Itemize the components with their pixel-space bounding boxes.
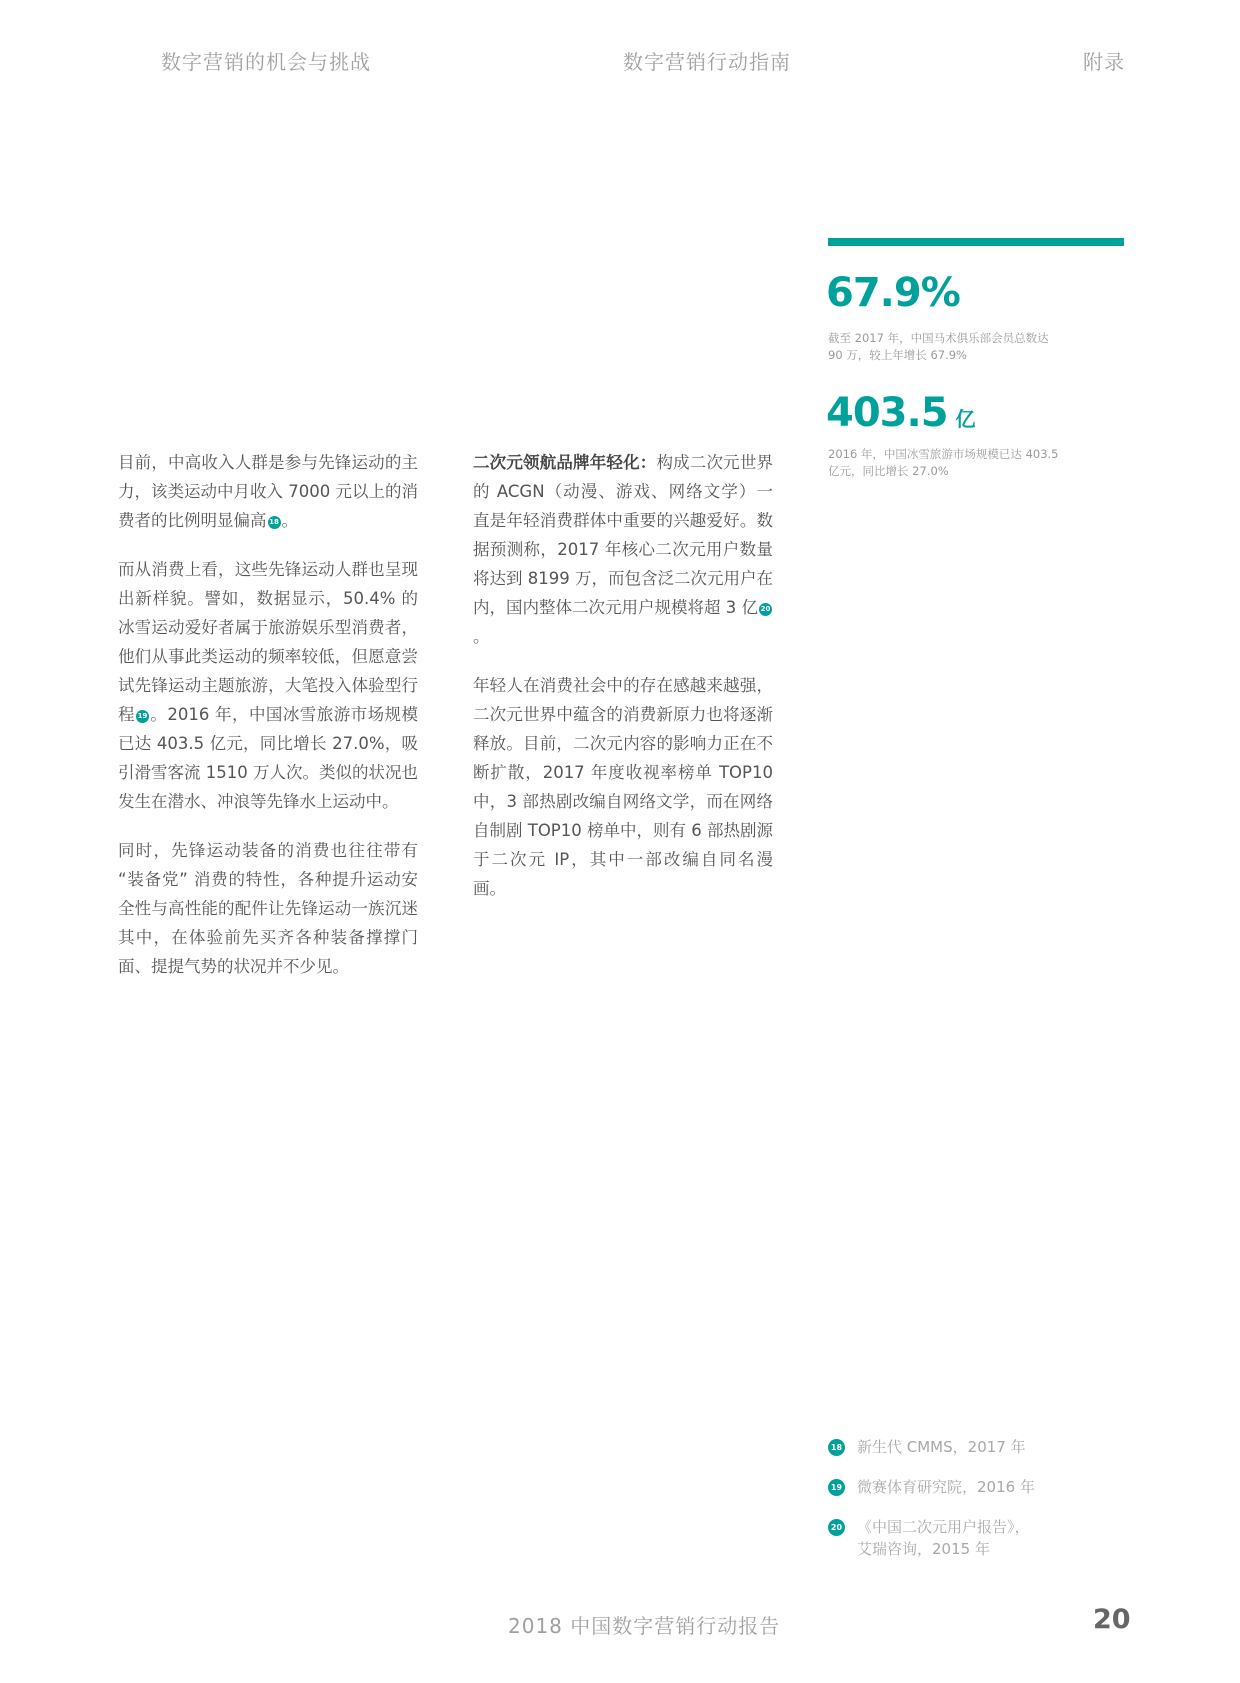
source-text: 微赛体育研究院，2016 年	[857, 1478, 1035, 1496]
stat-desc-line: 90 万，较上年增长 67.9%	[828, 348, 967, 362]
source-item	[828, 1436, 1128, 1458]
stat-desc-line: 亿元，同比增长 27.0%	[828, 464, 949, 478]
nav-section-action-guide[interactable]: 数字营销行动指南	[623, 50, 791, 74]
footnote-number-icon: 18	[828, 1439, 845, 1456]
source-text: 《中国二次元用户报告》，	[857, 1518, 1030, 1536]
paragraph-text: 而从消费上看，这些先锋运动人群也呈现出新样貌。譬如，数据显示，50.4% 的冰雪运动爱好者属于旅游娱乐型消费者，他们从事此类运动的频率较低，但愿意尝试先锋运动主题旅游，大笔投入体验型行程	[118, 560, 418, 724]
stat-value-horse-club	[826, 270, 960, 316]
body-column-middle	[473, 448, 773, 923]
page-number: 20	[1093, 1604, 1131, 1635]
paragraph: 年轻人在消费社会中的存在感越来越强，二次元世界中蕴含的消费新原力也将逐渐释放。目前，二次元内容的影响力正在不断扩散，2017 年度收视率榜单 TOP10 中，3 部热剧改编自网络文学，而在网络自制剧 TOP10 榜单中，则有 6 部热剧源于二次元 IP，其中一部改编自同名漫画。	[473, 676, 773, 898]
paragraph-lead: 二次元领航品牌年轻化：	[473, 453, 657, 472]
stat-number: 67.9%	[826, 270, 960, 316]
source-text: 新生代 CMMS，2017 年	[857, 1438, 1026, 1456]
stat-unit: 亿	[955, 407, 975, 431]
footnote-ref-18[interactable]: 18	[268, 516, 281, 529]
paragraph	[118, 448, 418, 535]
nav-section-appendix[interactable]: 附录	[1083, 50, 1125, 74]
footnote-ref-19[interactable]: 19	[136, 710, 149, 723]
body-column-left	[118, 448, 418, 1001]
paragraph-text: 构成二次元世界的 ACGN（动漫、游戏、网络文学）一直是年轻消费群体中重要的兴趣爱好。数据预测称，2017 年核心二次元用户数量将达到 8199 万，而包含泛二次元用户在内，国内整体二次元用户规模将超 3 亿	[473, 453, 774, 617]
sources-list	[828, 1436, 1128, 1578]
accent-bar	[828, 238, 1124, 246]
paragraph-text: 。2016 年，中国冰雪旅游市场规模已达 403.5 亿元，同比增长 27.0%，吸引滑雪客流 1510 万人次。类似的状况也发生在潜水、冲浪等先锋水上运动中。	[118, 705, 418, 811]
source-item	[828, 1516, 1128, 1560]
stat-desc-horse-club	[828, 330, 1088, 364]
source-item	[828, 1476, 1128, 1498]
footnote-number-icon: 19	[828, 1479, 845, 1496]
stat-desc-line: 2016 年，中国冰雪旅游市场规模已达 403.5	[828, 447, 1059, 461]
footer-report-title: 2018 中国数字营销行动报告	[508, 1614, 781, 1638]
stat-value-ice-snow	[826, 390, 975, 436]
stat-number: 403.5	[826, 390, 948, 436]
paragraph	[473, 448, 773, 651]
nav-section-opportunities[interactable]: 数字营销的机会与挑战	[161, 50, 371, 74]
paragraph-text: 目前，中高收入人群是参与先锋运动的主力，该类运动中月收入 7000 元以上的消费者的比例明显偏高	[118, 453, 418, 530]
stat-desc-line: 截至 2017 年，中国马术俱乐部会员总数达	[828, 331, 1049, 345]
stat-desc-ice-snow	[828, 446, 1088, 480]
paragraph-text: 。	[281, 511, 298, 530]
source-text: 艾瑞咨询，2015 年	[857, 1540, 990, 1558]
paragraph: 同时，先锋运动装备的消费也往往带有 “装备党” 消费的特性，各种提升运动安全性与高性能的配件让先锋运动一族沉迷其中，在体验前先买齐各种装备撑撑门面、提提气势的状况并不少见。	[118, 841, 418, 976]
paragraph-text: 。	[473, 627, 490, 646]
paragraph	[118, 555, 418, 816]
footnote-ref-20[interactable]: 20	[759, 603, 772, 616]
footnote-number-icon: 20	[828, 1519, 845, 1536]
